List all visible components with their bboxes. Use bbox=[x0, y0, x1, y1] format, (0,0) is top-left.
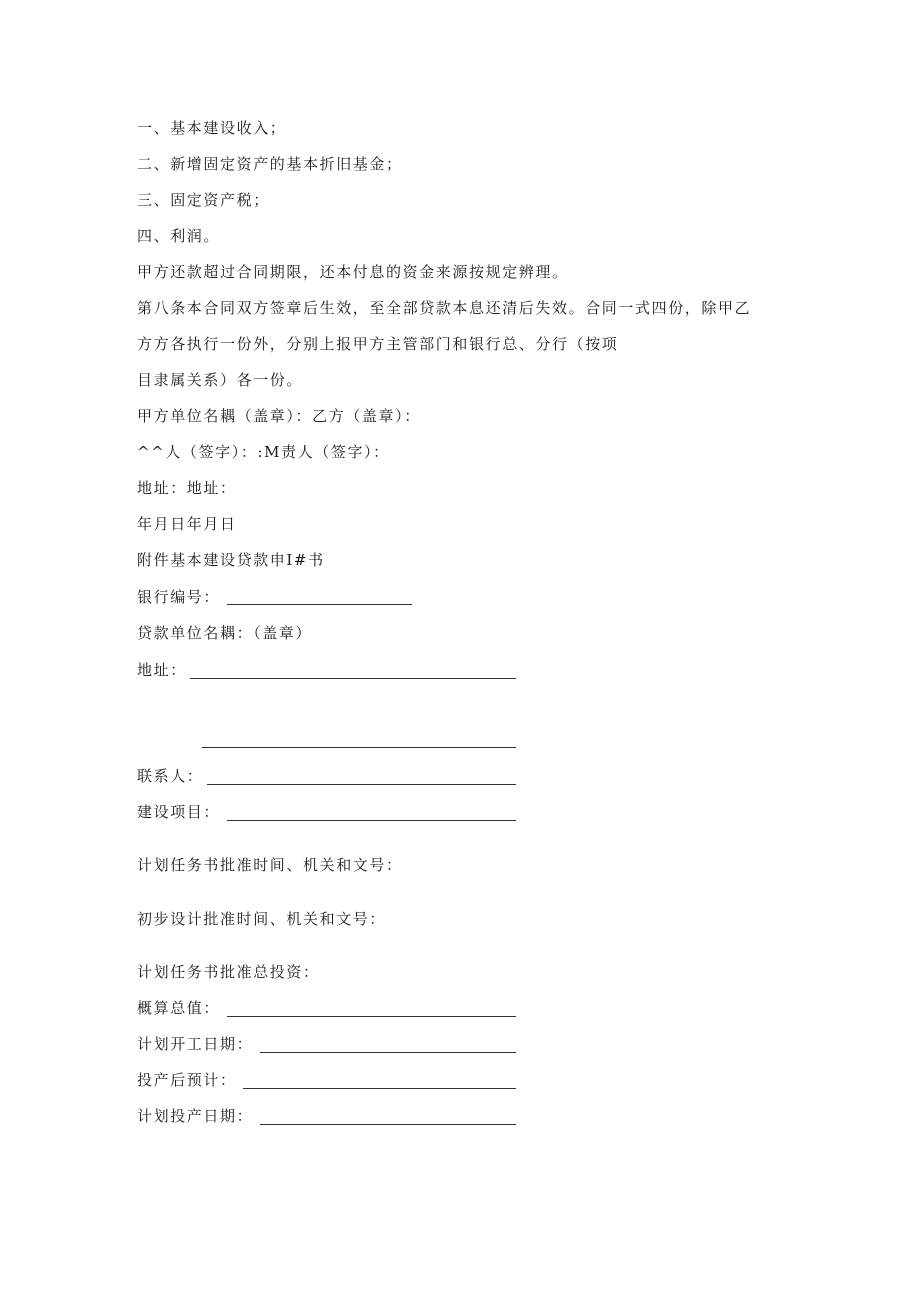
item-profit: 四、利润。 bbox=[137, 227, 221, 245]
plan-start-label: 计划开工日期： bbox=[137, 1035, 254, 1053]
bank-number-blank bbox=[227, 604, 412, 605]
party-names-seal: 甲方单位名耦（盖章）：乙方（盖章）： bbox=[137, 407, 421, 425]
signatures-line: ^^人（签字）：:M责人（签字）： bbox=[137, 443, 390, 461]
article-eight-line-1: 第八条本合同双方签章后生效，至全部贷款本息还清后失效。合同一式四份，除甲乙 bbox=[137, 299, 752, 317]
dates-line: 年月日年月日 bbox=[137, 515, 237, 533]
paragraph-repayment: 甲方还款超过合同期限，还本付息的资金来源按规定辨理。 bbox=[137, 263, 569, 281]
borrower-name-label: 贷款单位名耦：（盖章） bbox=[137, 624, 313, 642]
after-production-label: 投产后预计： bbox=[137, 1071, 237, 1089]
design-approval-label: 初步设计批准时间、机关和文号： bbox=[137, 910, 387, 928]
plan-production-label: 计划投产日期： bbox=[137, 1107, 254, 1125]
address-blank bbox=[190, 678, 516, 679]
article-eight-line-3: 目隶属关系）各一份。 bbox=[137, 371, 304, 389]
contact-label: 联系人： bbox=[137, 767, 204, 785]
item-fixed-asset-tax: 三、固定资产税； bbox=[137, 191, 270, 209]
item-depreciation-fund: 二、新增固定资产的基本折旧基金； bbox=[137, 155, 403, 173]
addresses-line: 地址：地址： bbox=[137, 479, 237, 497]
plan-production-blank bbox=[260, 1124, 516, 1125]
article-eight-line-2: 方方各执行一份外，分别上报甲方主管部门和银行总、分行（按项 bbox=[137, 335, 619, 353]
budget-total-label: 概算总值： bbox=[137, 999, 221, 1017]
project-label: 建设项目： bbox=[137, 803, 221, 821]
project-blank bbox=[227, 820, 516, 821]
bank-number-label: 银行编号： bbox=[137, 588, 221, 606]
address-blank-2 bbox=[202, 747, 516, 748]
after-production-blank bbox=[243, 1088, 516, 1089]
address-label: 地址： bbox=[137, 661, 187, 679]
plan-investment-label: 计划任务书批准总投资： bbox=[137, 963, 320, 981]
item-basic-construction-income: 一、基本建设收入； bbox=[137, 119, 287, 137]
budget-total-blank bbox=[227, 1016, 516, 1017]
plan-approval-label: 计划任务书批准时间、机关和文号： bbox=[137, 856, 403, 874]
plan-start-blank bbox=[260, 1052, 516, 1053]
attachment-title: 附件基本建设贷款申I#书 bbox=[137, 551, 325, 569]
contact-blank bbox=[207, 784, 516, 785]
